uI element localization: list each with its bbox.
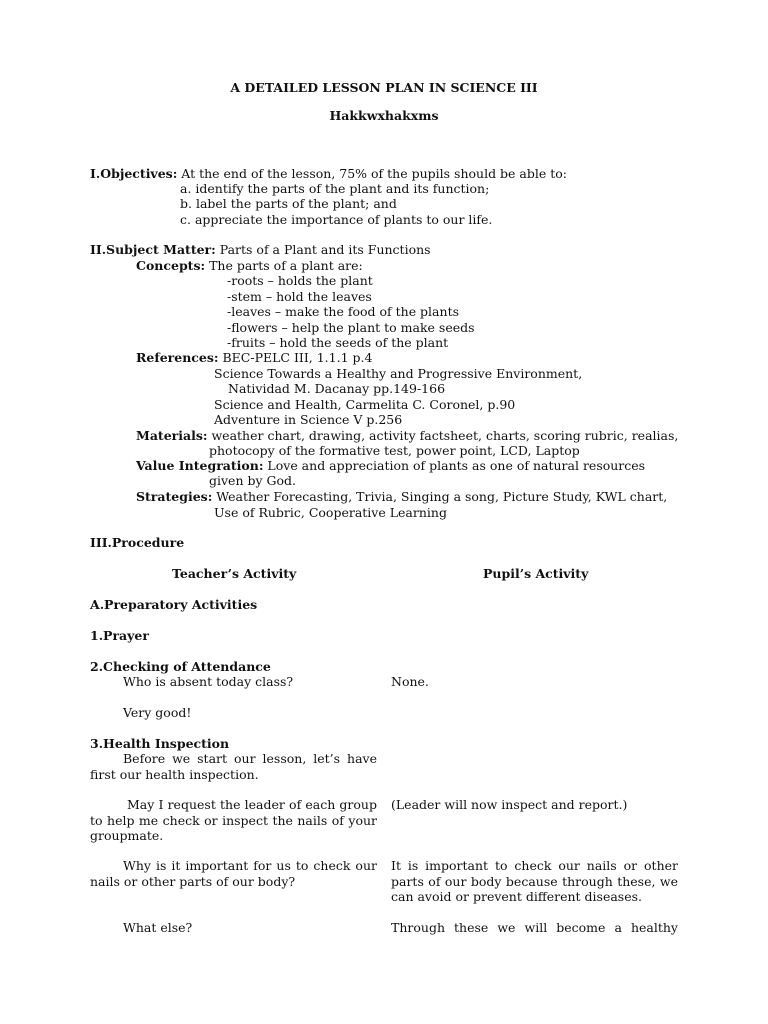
strategies-text: Weather Forecasting, Trivia, Singing a song, Picture Study, KWL chart, xyxy=(212,489,668,504)
pupil-line: It is important to check our nails or other xyxy=(391,858,678,873)
reference-item: Science Towards a Healthy and Progressive Environment, xyxy=(214,366,583,381)
subject-matter-line xyxy=(90,242,431,257)
value-integration-line xyxy=(136,458,645,473)
concepts-intro: The parts of a plant are: xyxy=(205,258,363,273)
reference-item: Natividad M. Dacanay pp.149-166 xyxy=(228,381,446,396)
references-label: References: xyxy=(136,350,219,365)
reference-item: Adventure in Science V p.256 xyxy=(214,412,403,427)
teacher-line: nails or other parts of our body? xyxy=(90,874,296,889)
concept-item: -flowers – help the plant to make seeds xyxy=(227,320,475,335)
objective-item: c. appreciate the importance of plants to our life. xyxy=(180,212,493,227)
materials-line xyxy=(136,428,678,443)
references-line xyxy=(136,350,372,365)
strategies-label: Strategies: xyxy=(136,489,213,504)
objective-item: b. label the parts of the plant; and xyxy=(180,196,397,211)
document-subtitle: Hakkwxhakxms xyxy=(329,108,439,123)
subject-matter-value: Parts of a Plant and its Functions xyxy=(215,242,431,257)
subject-matter-label: II.Subject Matter: xyxy=(90,242,216,257)
procedure-heading: III.Procedure xyxy=(90,535,185,550)
teacher-line: Why is it important for us to check our xyxy=(123,858,377,873)
teacher-line: first our health inspection. xyxy=(90,767,259,782)
pupil-activity-header: Pupil’s Activity xyxy=(483,566,589,581)
materials-label: Materials: xyxy=(136,428,208,443)
teacher-line: groupmate. xyxy=(90,828,164,843)
value-integration-label: Value Integration: xyxy=(136,458,264,473)
reference-item: BEC-PELC III, 1.1.1 p.4 xyxy=(218,350,373,365)
reference-item: Science and Health, Carmelita C. Coronel, p.90 xyxy=(214,397,516,412)
health-inspection-heading: 3.Health Inspection xyxy=(90,736,230,751)
value-integration-text: given by God. xyxy=(209,473,297,488)
pupil-line: Through these we will become a healthy xyxy=(391,920,678,935)
objectives-line xyxy=(90,166,567,181)
strategies-line xyxy=(136,489,667,504)
teacher-activity-header: Teacher’s Activity xyxy=(172,566,297,581)
value-integration-text: Love and appreciation of plants as one of natural resources xyxy=(263,458,646,473)
materials-text: weather chart, drawing, activity factsheet, charts, scoring rubric, realias, xyxy=(207,428,679,443)
concepts-line xyxy=(136,258,363,273)
pupil-line: (Leader will now inspect and report.) xyxy=(391,797,628,812)
document-title: A DETAILED LESSON PLAN IN SCIENCE III xyxy=(230,80,538,95)
teacher-line: Very good! xyxy=(123,705,192,720)
concept-item: -roots – holds the plant xyxy=(227,273,373,288)
teacher-line: May I request the leader of each group xyxy=(127,797,377,812)
pupil-line: None. xyxy=(391,674,429,689)
teacher-line: Before we start our lesson, let’s have xyxy=(123,751,377,766)
concepts-label: Concepts: xyxy=(136,258,206,273)
pupil-line: can avoid or prevent different diseases. xyxy=(391,889,643,904)
concept-item: -fruits – hold the seeds of the plant xyxy=(227,335,449,350)
objectives-intro: At the end of the lesson, 75% of the pupils should be able to: xyxy=(177,166,568,181)
teacher-line: What else? xyxy=(123,920,193,935)
prayer-heading: 1.Prayer xyxy=(90,628,149,643)
concept-item: -leaves – make the food of the plants xyxy=(227,304,460,319)
strategies-text: Use of Rubric, Cooperative Learning xyxy=(214,505,447,520)
preparatory-heading: A.Preparatory Activities xyxy=(90,597,258,612)
objective-item: a. identify the parts of the plant and its function; xyxy=(180,181,490,196)
materials-text: photocopy of the formative test, power point, LCD, Laptop xyxy=(209,443,580,458)
attendance-heading: 2.Checking of Attendance xyxy=(90,659,271,674)
teacher-line: Who is absent today class? xyxy=(123,674,294,689)
objectives-label: I.Objectives: xyxy=(90,166,178,181)
concept-item: -stem – hold the leaves xyxy=(227,289,372,304)
pupil-line: parts of our body because through these, we xyxy=(391,874,678,889)
teacher-line: to help me check or inspect the nails of your xyxy=(90,813,377,828)
